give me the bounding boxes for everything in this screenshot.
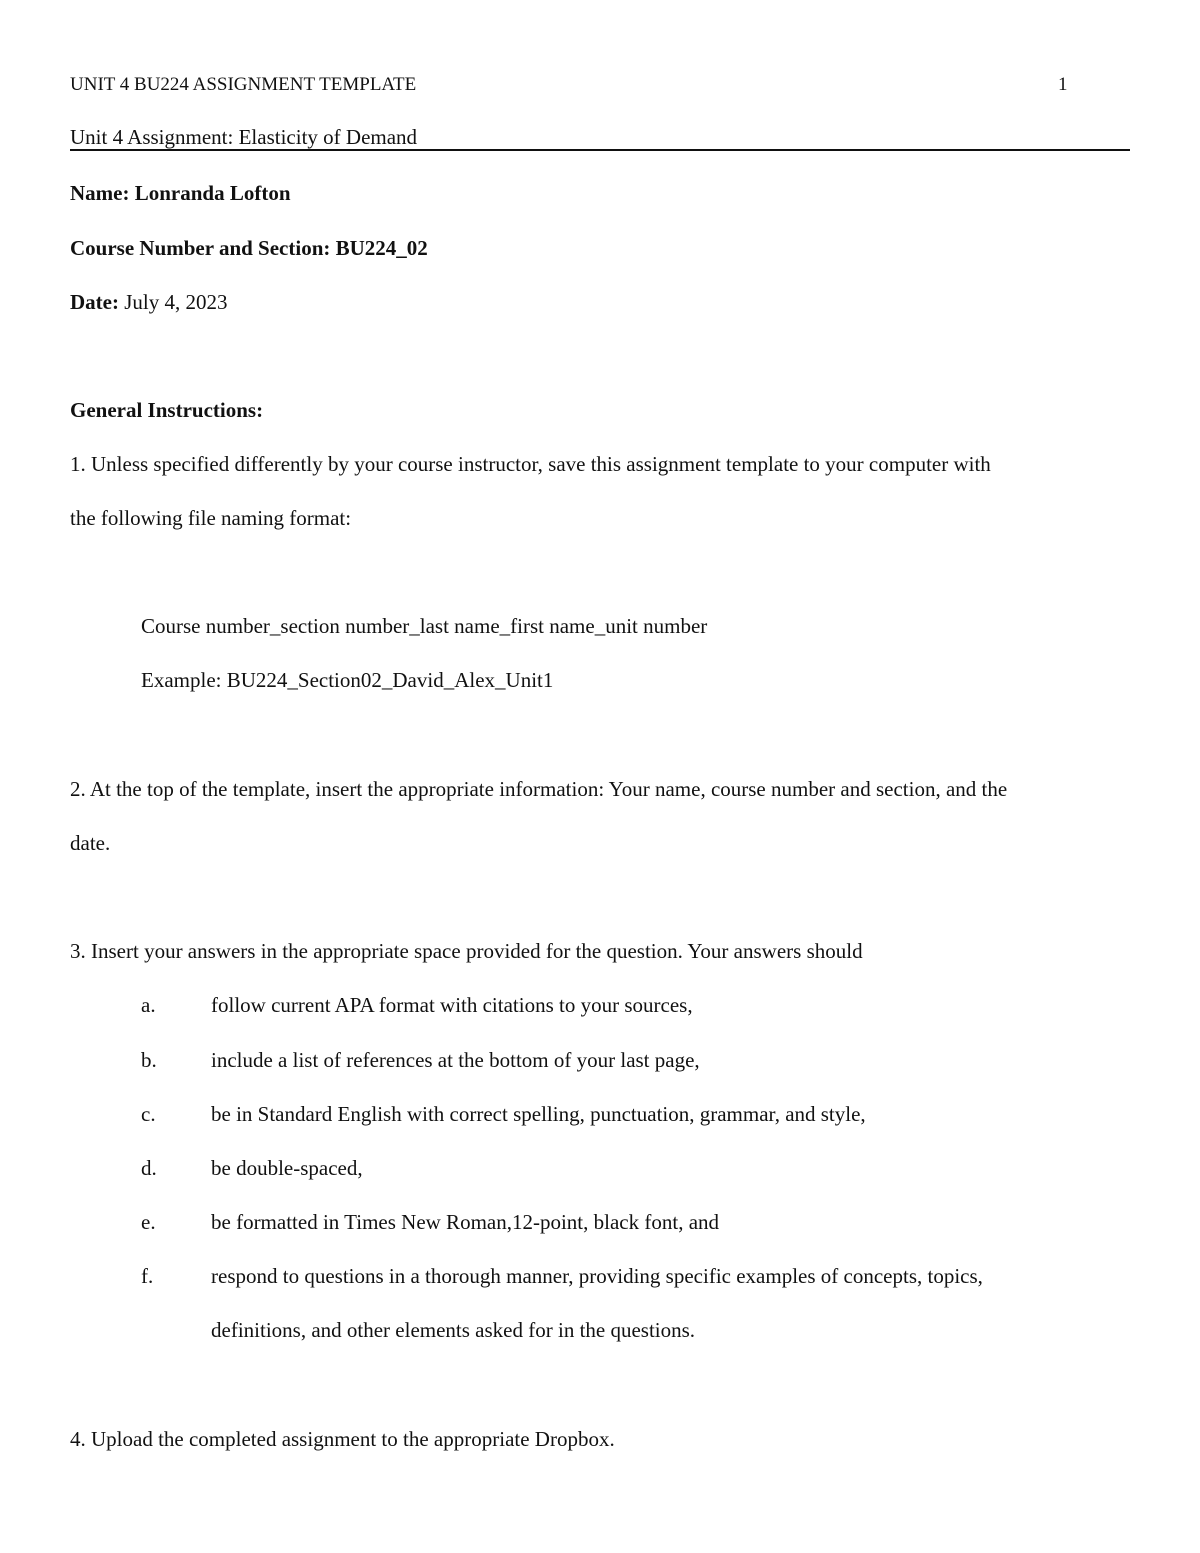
instruction-1-line-1: 1. Unless specified differently by your course instructor, save this assignment template to your computer with <box>70 452 991 476</box>
instructions-heading: General Instructions: <box>70 398 264 422</box>
sub-item-letter: b. <box>141 1048 157 1072</box>
instruction-2-line-1: 2. At the top of the template, insert the appropriate information: Your name, course number and section, and the <box>70 777 1008 801</box>
name-label: Name: <box>70 181 130 205</box>
name-line <box>70 183 291 204</box>
instruction-2-line-2: date. <box>70 831 111 855</box>
date-label: Date: <box>70 290 119 314</box>
sub-item-text: respond to questions in a thorough manner, providing specific examples of concepts, topics, <box>211 1264 983 1288</box>
date-line <box>70 292 228 313</box>
name-value: Lonranda Lofton <box>134 181 291 205</box>
sub-item-text: follow current APA format with citations to your sources, <box>211 993 693 1017</box>
sub-item-continuation: definitions, and other elements asked for in the questions. <box>211 1318 696 1342</box>
instruction-3-line-1: 3. Insert your answers in the appropriate space provided for the question. Your answers should <box>70 939 863 963</box>
sub-item-letter: c. <box>141 1102 156 1126</box>
sub-item-text: be formatted in Times New Roman,12-point, black font, and <box>211 1210 720 1234</box>
course-value: BU224_02 <box>335 236 428 260</box>
sub-item-text: include a list of references at the bottom of your last page, <box>211 1048 700 1072</box>
sub-item-letter: d. <box>141 1156 157 1180</box>
course-line <box>70 238 428 259</box>
naming-format: Course number_section number_last name_first name_unit number <box>141 614 708 638</box>
page-number: 1 <box>1058 74 1068 95</box>
naming-example: Example: BU224_Section02_David_Alex_Unit1 <box>141 668 554 692</box>
sub-item-letter: f. <box>141 1264 154 1288</box>
running-head: UNIT 4 BU224 ASSIGNMENT TEMPLATE <box>70 74 417 95</box>
sub-item-text: be double-spaced, <box>211 1156 363 1180</box>
date-value: July 4, 2023 <box>124 290 228 314</box>
sub-item-letter: e. <box>141 1210 156 1234</box>
course-label: Course Number and Section: <box>70 236 331 260</box>
title-rule <box>70 149 1130 151</box>
instruction-1-line-2: the following file naming format: <box>70 506 352 530</box>
instruction-4: 4. Upload the completed assignment to the appropriate Dropbox. <box>70 1427 615 1451</box>
sub-item-text: be in Standard English with correct spelling, punctuation, grammar, and style, <box>211 1102 866 1126</box>
sub-item-letter: a. <box>141 993 156 1017</box>
document-title: Unit 4 Assignment: Elasticity of Demand <box>70 125 418 149</box>
